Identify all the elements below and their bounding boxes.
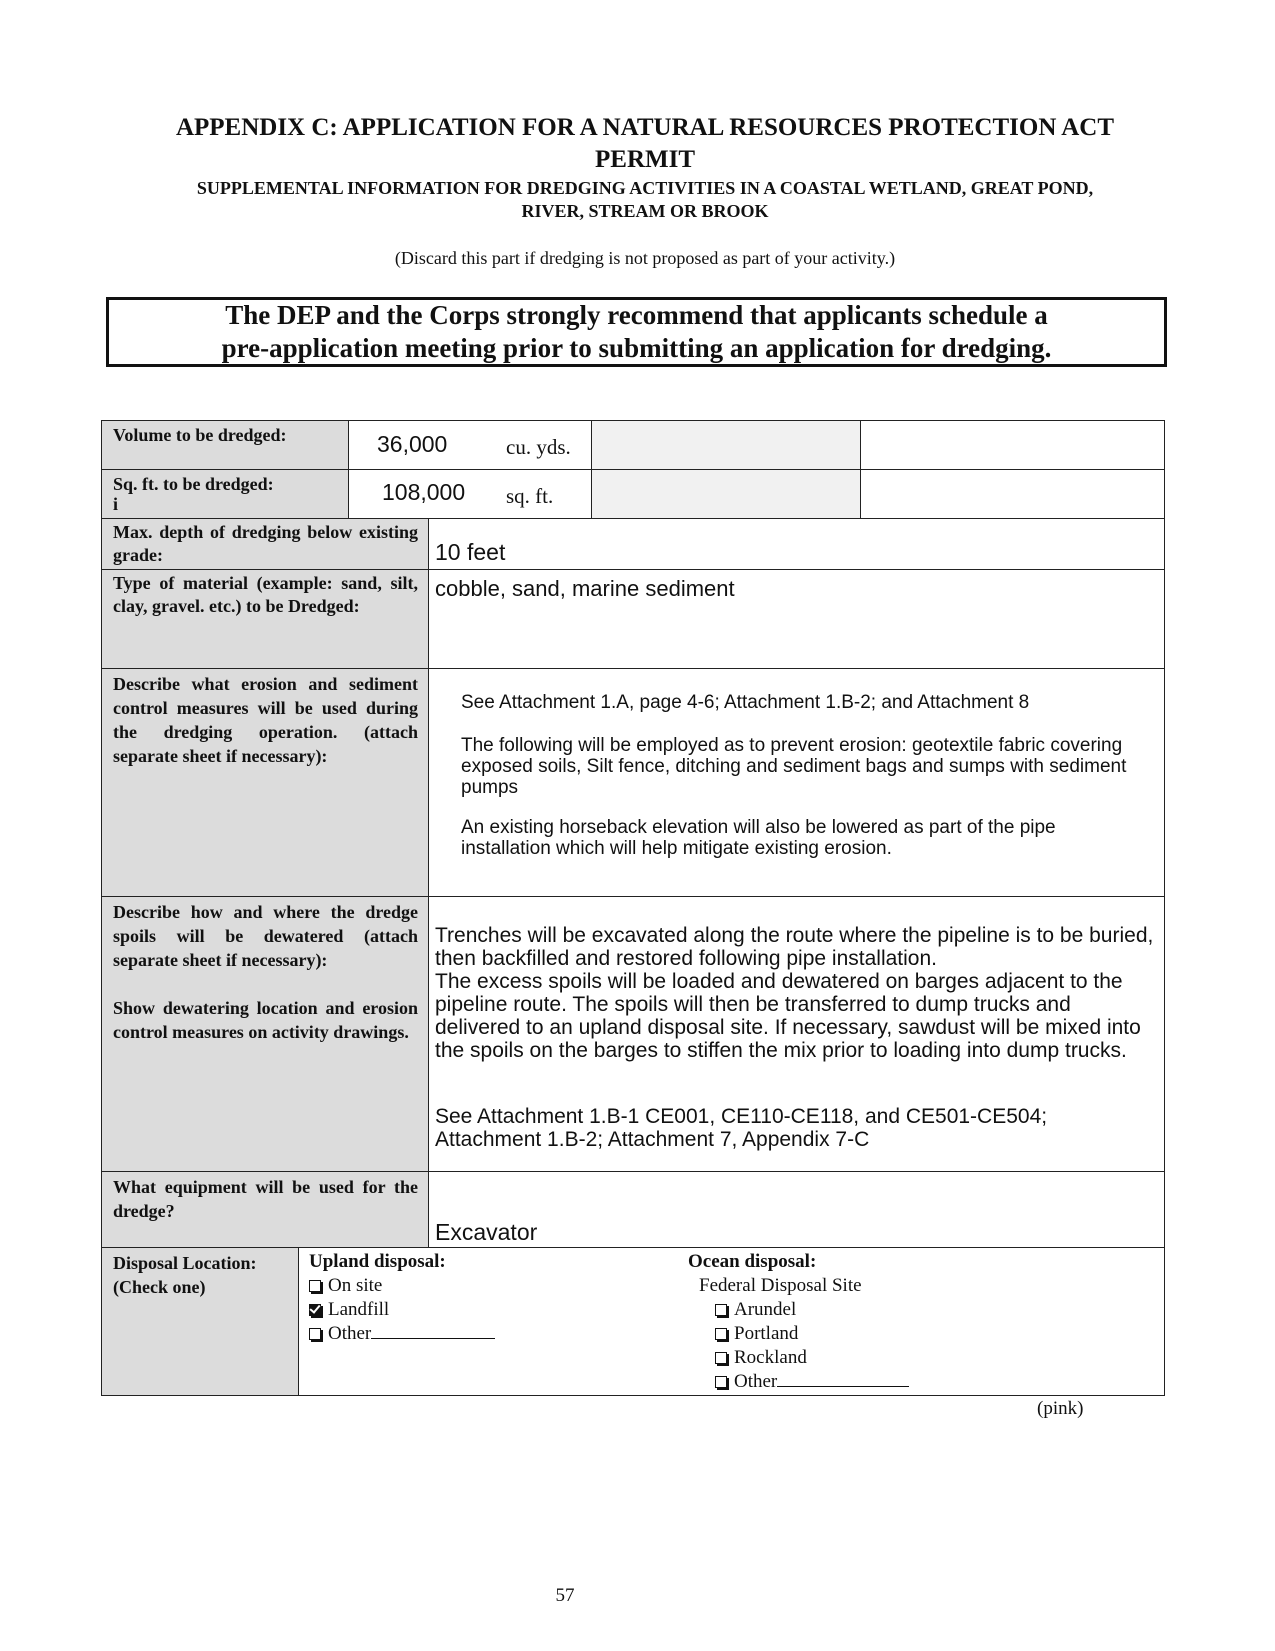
depth-value: 10 feet [435,539,506,565]
erosion-para-2: The following will be employed as to prevent erosion: geotextile fabric covering exposed soils, Silt fence, ditching and sediment bags and sumps with sediment pumps [461,735,1127,798]
ocean-heading: Ocean disposal: [688,1251,817,1272]
area-label-text: Sq. ft. to be dredged: [113,474,274,494]
ocean-option-rockland[interactable]: Rockland [688,1346,909,1370]
dewater-para-3: See Attachment 1.B-1 CE001, CE110-CE118, and CE501-CE504; Attachment 1.B-2; Attachment 7, Appendix 7-C [435,1105,1048,1151]
upland-heading: Upland disposal: [309,1251,446,1272]
erosion-label: Describe what erosion and sediment control measures will be used during the dredging operation. (attach separate sheet if necessary): [101,668,429,897]
discard-note: (Discard this part if dredging is not proposed as part of your activity.) [394,248,896,268]
equipment-field[interactable] [428,1171,1165,1248]
depth-label: Max. depth of dredging below existing grade: [101,518,429,570]
checkbox-icon[interactable] [715,1328,727,1340]
area-value: 108,000 [382,479,466,505]
material-value: cobble, sand, marine sediment [435,576,735,601]
volume-extra-cell-2 [860,420,1165,470]
title-line-1: APPENDIX C: APPLICATION FOR A NATURAL RESOURCES PROTECTION ACT [175,114,1115,141]
checkbox-icon[interactable] [715,1352,727,1364]
depth-field[interactable] [428,518,1165,570]
upland-option-on-site[interactable]: On site [309,1274,495,1298]
page-title [90,112,1200,176]
ocean-option-portland[interactable]: Portland [688,1322,909,1346]
notice-line-1: The DEP and the Corps strongly recommend that applicants schedule a [225,300,1048,330]
area-label-extra: i [113,494,119,514]
ocean-other-blank[interactable] [777,1371,909,1387]
erosion-para-1: See Attachment 1.A, page 4-6; Attachment 1.B-2; and Attachment 8 [461,692,1030,713]
checkbox-checked-icon[interactable] [309,1304,321,1316]
material-field[interactable] [428,569,1165,669]
dewater-label [101,896,429,1172]
upland-other-blank[interactable] [371,1323,495,1339]
area-extra-cell-1 [591,469,861,519]
area-field[interactable] [348,469,592,519]
subtitle-line-2: RIVER, STREAM OR BROOK [521,201,769,221]
erosion-para-3: An existing horseback elevation will also be lowered as part of the pipe installation which will help mitigate existing erosion. [461,817,1056,859]
upland-option-landfill[interactable]: Landfill [309,1298,495,1322]
dewater-para-1: Trenches will be excavated along the route where the pipeline is to be buried, then backfilled and restored following pipe installation. [435,924,1154,970]
area-extra-cell-2 [860,469,1165,519]
dewater-field[interactable] [428,896,1165,1172]
notice-line-2: pre-application meeting prior to submitting an application for dredging. [221,333,1052,363]
title-line-2: PERMIT [595,146,695,173]
dewater-para-2: The excess spoils will be loaded and dewatered on barges adjacent to the pipeline route. The spoils will then be transferred to dump trucks and delivered to an upland disposal site. If necessary, sawdust will be mixed into the spoils on the barges to stiffen the mix prior to loading into dump trucks. [435,970,1141,1062]
ocean-sub-heading: Federal Disposal Site [699,1275,862,1296]
equipment-label: What equipment will be used for the dredge? [101,1171,429,1248]
ocean-disposal-group [688,1250,909,1394]
pre-application-notice [106,297,1167,367]
disposal-label: Disposal Location: (Check one) [101,1247,299,1396]
area-unit: sq. ft. [506,484,554,508]
copy-color-note: (pink) [1037,1398,1084,1419]
page-subtitle [90,177,1200,223]
volume-label: Volume to be dredged: [101,420,349,470]
checkbox-icon[interactable] [309,1280,321,1292]
subtitle-line-1: SUPPLEMENTAL INFORMATION FOR DREDGING ACTIVITIES IN A COASTAL WETLAND, GREAT POND, [196,178,1094,198]
material-label: Type of material (example: sand, silt, clay, gravel. etc.) to be Dredged: [101,569,429,669]
upland-option-other[interactable]: Other [309,1322,495,1346]
erosion-field[interactable] [428,668,1165,897]
ocean-option-arundel[interactable]: Arundel [688,1298,909,1322]
equipment-value: Excavator [435,1219,538,1245]
volume-value: 36,000 [377,431,448,457]
dewater-label-2: Show dewatering location and erosion control measures on activity drawings. [113,998,418,1042]
upland-disposal-group [309,1250,495,1346]
disposal-options [298,1247,1165,1396]
page-number: 57 [555,1585,575,1606]
checkbox-icon[interactable] [715,1376,727,1388]
dewater-label-1: Describe how and where the dredge spoils will be dewatered (attach separate sheet if necessary): [113,902,418,970]
checkbox-icon[interactable] [715,1304,727,1316]
volume-unit: cu. yds. [506,435,571,459]
volume-field[interactable] [348,420,592,470]
ocean-option-other[interactable]: Other [688,1370,909,1394]
volume-extra-cell-1 [591,420,861,470]
checkbox-icon[interactable] [309,1328,321,1340]
area-label [101,469,349,519]
